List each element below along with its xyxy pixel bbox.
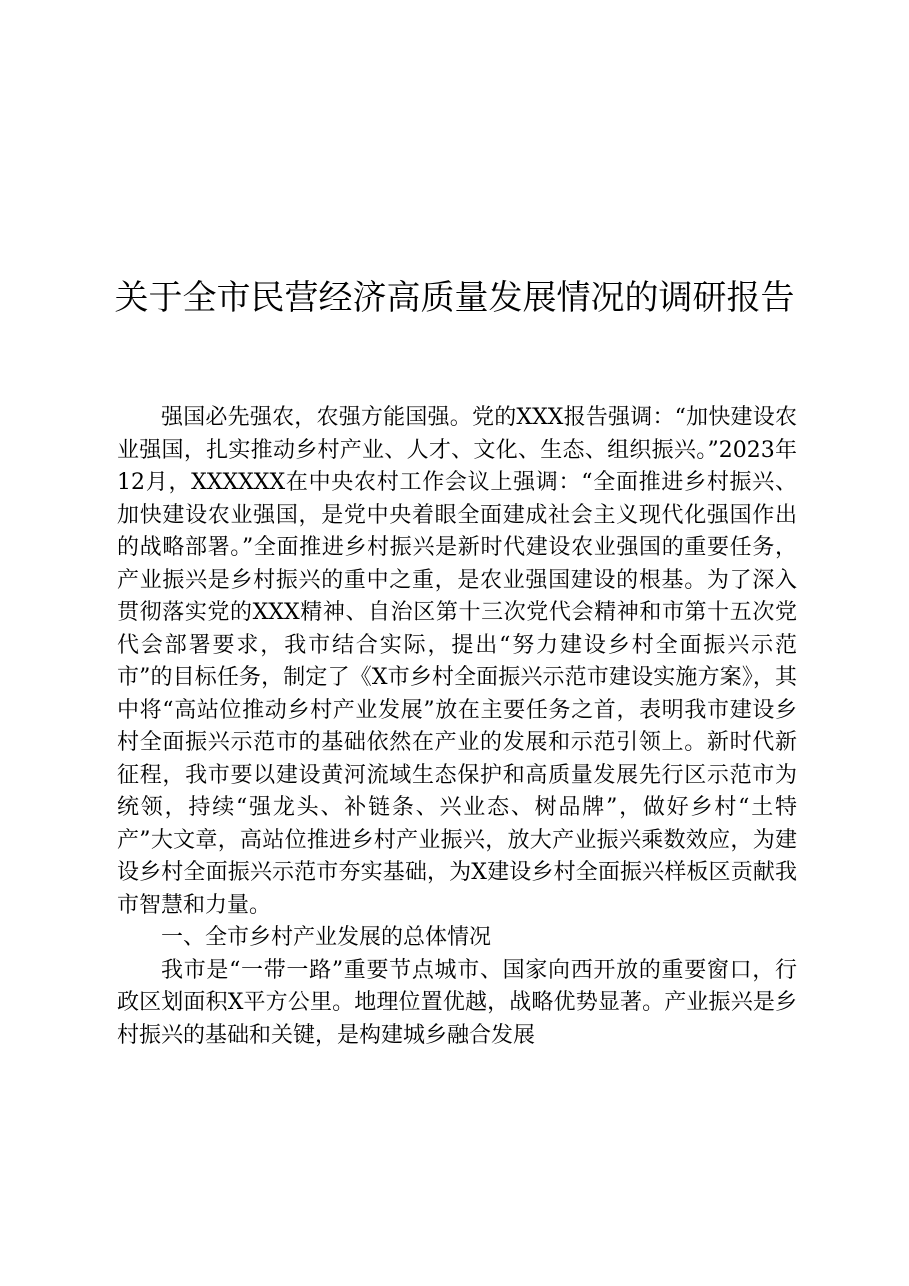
document-title: 关于全市民营经济高质量发展情况的调研报告 [114, 278, 795, 318]
section-heading: 一、全市乡村产业发展的总体情况 [161, 925, 492, 950]
document-body [117, 402, 797, 1052]
section-paragraph: 我市是“一带一路”重要节点城市、国家向西开放的重要窗口，行政区划面积X平方公里。地理位置优越，战略优势显著。产业振兴是乡村振兴的基础和关键，是构建城乡融合发展 [117, 957, 797, 1048]
intro-paragraph: 强国必先强农，农强方能国强。党的XXX报告强调：“加快建设农业强国，扎实推动乡村产业、人才、文化、生态、组织振兴。”2023年12月，XXXXXX在中央农村工作会议上强调：“全面推进乡村振兴、加快建设农业强国，是党中央着眼全面建成社会主义现代化强国作出的战略部署。”全面推进乡村振兴是新时代建设农业强国的重要任务，产业振兴是乡村振兴的重中之重，是农业强国建设的根基。为了深入贯彻落实党的XXX精神、自治区第十三次党代会精神和市第十五次党代会部署要求，我市结合实际，提出“努力建设乡村全面振兴示范市”的目标任务，制定了《X市乡村全面振兴示范市建设实施方案》，其中将“高站位推动乡村产业发展”放在主要任务之首，表明我市建设乡村全面振兴示范市的基础依然在产业的发展和示范引领上。新时代新征程，我市要以建设黄河流域生态保护和高质量发展先行区示范市为统领，持续“强龙头、补链条、兴业态、树品牌”，做好乡村“土特产”大文章，高站位推进乡村产业振兴，放大产业振兴乘数效应，为建设乡村全面振兴示范市夯实基础，为X建设乡村全面振兴样板区贡献我市智慧和力量。 [117, 405, 797, 918]
